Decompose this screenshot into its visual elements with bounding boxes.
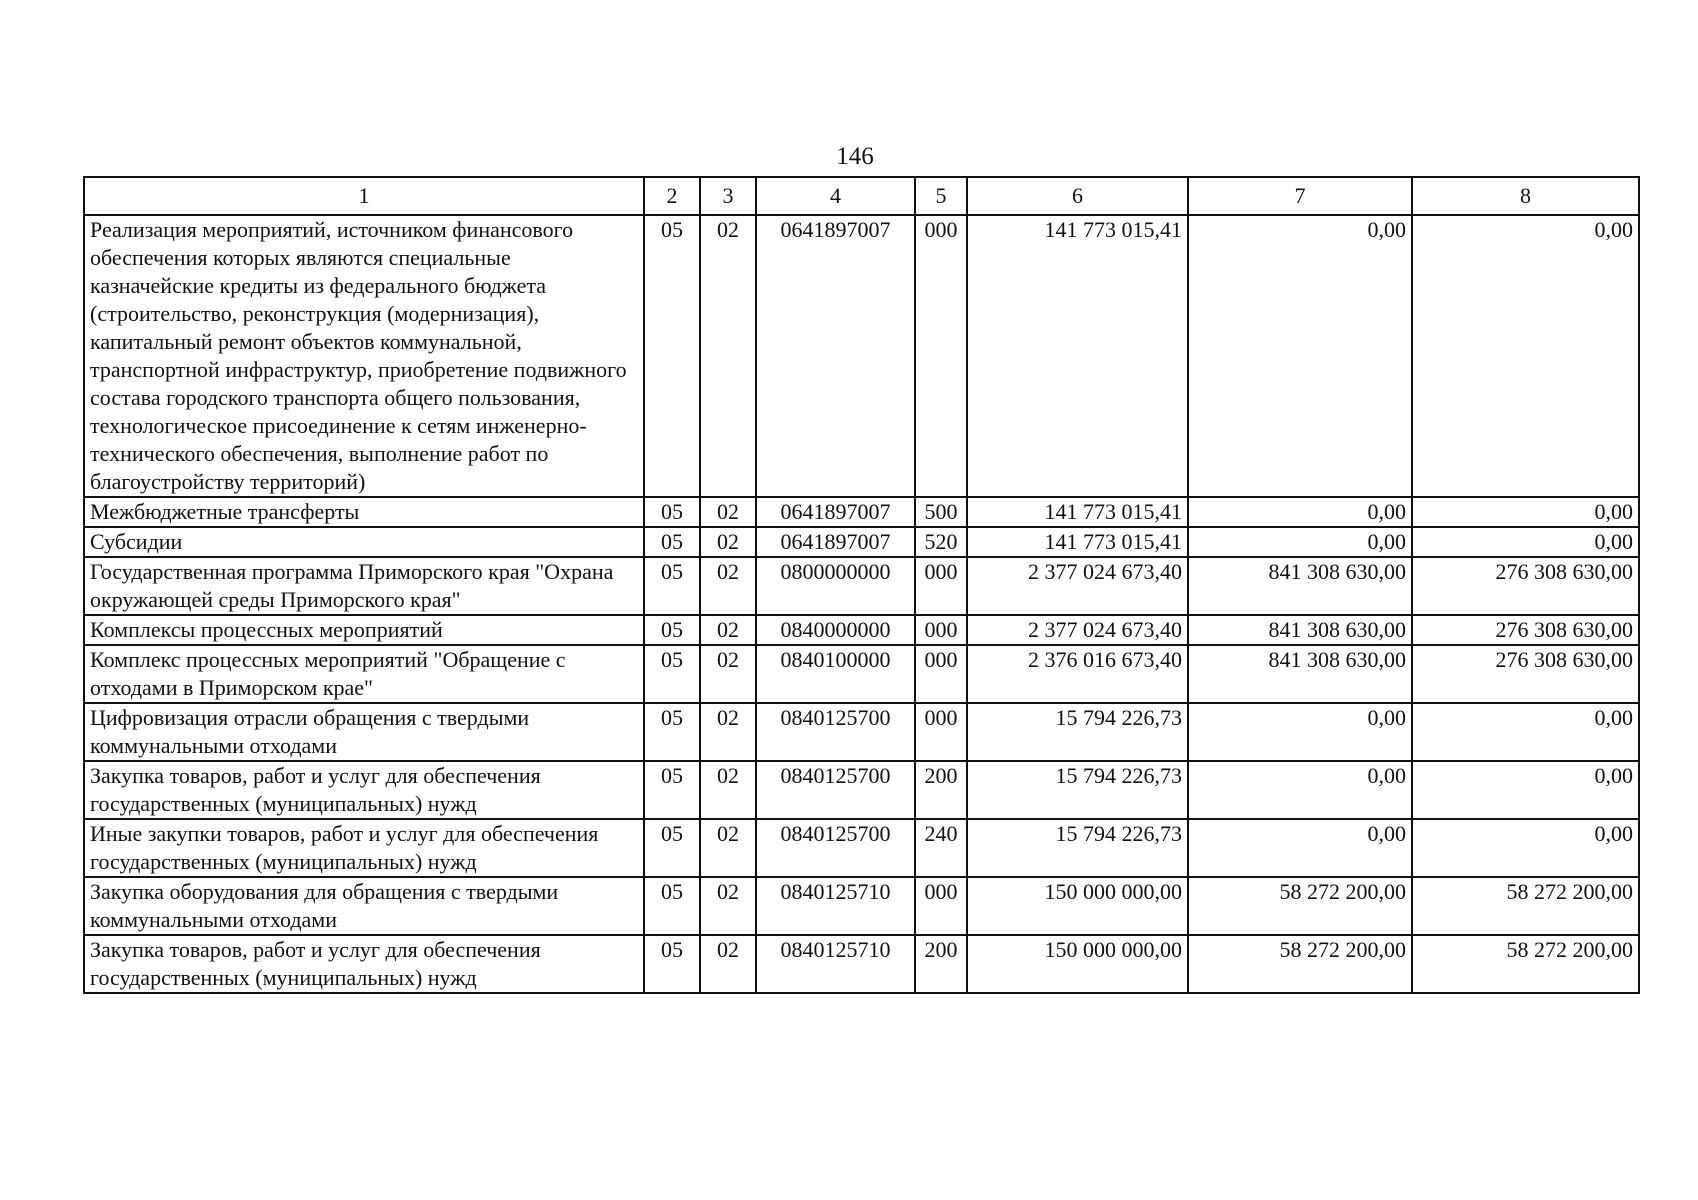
- table-row: [84, 527, 1639, 557]
- subsection-code-cell: 02: [700, 557, 756, 615]
- amount-cell-year2: 841 308 630,00: [1188, 557, 1412, 615]
- target-article-cell: 0800000000: [756, 557, 915, 615]
- table-row: [84, 761, 1639, 819]
- subsection-code-cell: 02: [700, 527, 756, 557]
- section-code-cell: 05: [644, 645, 700, 703]
- subsection-code-cell: 02: [700, 819, 756, 877]
- target-article-cell: 0840000000: [756, 615, 915, 645]
- target-article-cell: 0840125700: [756, 761, 915, 819]
- amount-cell-year3: 276 308 630,00: [1412, 557, 1639, 615]
- amount-cell-year1: 141 773 015,41: [967, 497, 1188, 527]
- amount-cell-year1: 15 794 226,73: [967, 761, 1188, 819]
- amount-cell-year2: 0,00: [1188, 819, 1412, 877]
- section-code-cell: 05: [644, 497, 700, 527]
- expense-type-cell: 000: [915, 215, 967, 497]
- target-article-cell: 0840100000: [756, 645, 915, 703]
- subsection-code-cell: 02: [700, 703, 756, 761]
- row-name-cell: Комплекс процессных мероприятий "Обращение с отходами в Приморском крае": [84, 645, 644, 703]
- row-name-cell: Государственная программа Приморского края "Охрана окружающей среды Приморского края": [84, 557, 644, 615]
- column-header: 7: [1188, 177, 1412, 215]
- target-article-cell: 0840125700: [756, 819, 915, 877]
- row-name-cell: Закупка оборудования для обращения с твердыми коммунальными отходами: [84, 877, 644, 935]
- amount-cell-year3: 276 308 630,00: [1412, 645, 1639, 703]
- section-code-cell: 05: [644, 615, 700, 645]
- table-row: [84, 645, 1639, 703]
- table-row: [84, 497, 1639, 527]
- amount-cell-year1: 15 794 226,73: [967, 703, 1188, 761]
- table-row: [84, 703, 1639, 761]
- subsection-code-cell: 02: [700, 935, 756, 993]
- section-code-cell: 05: [644, 935, 700, 993]
- expense-type-cell: 000: [915, 615, 967, 645]
- amount-cell-year1: 2 377 024 673,40: [967, 615, 1188, 645]
- expense-type-cell: 520: [915, 527, 967, 557]
- column-header: 5: [915, 177, 967, 215]
- amount-cell-year2: 841 308 630,00: [1188, 645, 1412, 703]
- amount-cell-year1: 2 376 016 673,40: [967, 645, 1188, 703]
- section-code-cell: 05: [644, 557, 700, 615]
- amount-cell-year2: 841 308 630,00: [1188, 615, 1412, 645]
- row-name-cell: Субсидии: [84, 527, 644, 557]
- section-code-cell: 05: [644, 703, 700, 761]
- column-header: 4: [756, 177, 915, 215]
- amount-cell-year2: 0,00: [1188, 527, 1412, 557]
- amount-cell-year3: 0,00: [1412, 215, 1639, 497]
- subsection-code-cell: 02: [700, 761, 756, 819]
- expense-type-cell: 000: [915, 645, 967, 703]
- section-code-cell: 05: [644, 215, 700, 497]
- table-row: [84, 615, 1639, 645]
- target-article-cell: 0641897007: [756, 215, 915, 497]
- section-code-cell: 05: [644, 877, 700, 935]
- table-row: [84, 877, 1639, 935]
- amount-cell-year3: 0,00: [1412, 761, 1639, 819]
- expense-type-cell: 200: [915, 935, 967, 993]
- amount-cell-year3: 58 272 200,00: [1412, 877, 1639, 935]
- amount-cell-year3: 0,00: [1412, 497, 1639, 527]
- amount-cell-year2: 0,00: [1188, 761, 1412, 819]
- subsection-code-cell: 02: [700, 645, 756, 703]
- section-code-cell: 05: [644, 761, 700, 819]
- target-article-cell: 0840125710: [756, 877, 915, 935]
- row-name-cell: Закупка товаров, работ и услуг для обеспечения государственных (муниципальных) нужд: [84, 935, 644, 993]
- target-article-cell: 0840125700: [756, 703, 915, 761]
- column-header: 6: [967, 177, 1188, 215]
- subsection-code-cell: 02: [700, 615, 756, 645]
- amount-cell-year2: 58 272 200,00: [1188, 935, 1412, 993]
- expense-type-cell: 240: [915, 819, 967, 877]
- table-row: [84, 557, 1639, 615]
- amount-cell-year2: 0,00: [1188, 497, 1412, 527]
- amount-cell-year3: 276 308 630,00: [1412, 615, 1639, 645]
- row-name-cell: Закупка товаров, работ и услуг для обеспечения государственных (муниципальных) нужд: [84, 761, 644, 819]
- row-name-cell: Комплексы процессных мероприятий: [84, 615, 644, 645]
- column-header: 1: [84, 177, 644, 215]
- subsection-code-cell: 02: [700, 215, 756, 497]
- row-name-cell: Цифровизация отрасли обращения с твердыми коммунальными отходами: [84, 703, 644, 761]
- amount-cell-year2: 0,00: [1188, 703, 1412, 761]
- amount-cell-year1: 150 000 000,00: [967, 935, 1188, 993]
- table-row: [84, 935, 1639, 993]
- expense-type-cell: 500: [915, 497, 967, 527]
- expense-type-cell: 000: [915, 557, 967, 615]
- amount-cell-year3: 58 272 200,00: [1412, 935, 1639, 993]
- expense-type-cell: 200: [915, 761, 967, 819]
- amount-cell-year3: 0,00: [1412, 703, 1639, 761]
- amount-cell-year1: 141 773 015,41: [967, 215, 1188, 497]
- amount-cell-year1: 2 377 024 673,40: [967, 557, 1188, 615]
- target-article-cell: 0641897007: [756, 497, 915, 527]
- amount-cell-year1: 150 000 000,00: [967, 877, 1188, 935]
- page-number: 146: [836, 143, 874, 170]
- row-name-cell: Иные закупки товаров, работ и услуг для обеспечения государственных (муниципальных) нужд: [84, 819, 644, 877]
- target-article-cell: 0641897007: [756, 527, 915, 557]
- amount-cell-year1: 141 773 015,41: [967, 527, 1188, 557]
- expense-type-cell: 000: [915, 877, 967, 935]
- amount-cell-year3: 0,00: [1412, 819, 1639, 877]
- amount-cell-year2: 58 272 200,00: [1188, 877, 1412, 935]
- section-code-cell: 05: [644, 527, 700, 557]
- header-row: [84, 177, 1639, 215]
- row-name-cell: Реализация мероприятий, источником финансового обеспечения которых являются специальные казначейские кредиты из федерального бюджета (строительство, реконструкция (модернизация), капитальный ремонт объектов коммунальной, транспортной инфраструктур, приобретение подвижного состава городского транспорта общего пользования, технологическое присоединение к сетям инженерно-технического обеспечения, выполнение работ по благоустройству территорий): [84, 215, 644, 497]
- amount-cell-year1: 15 794 226,73: [967, 819, 1188, 877]
- table-row: [84, 215, 1639, 497]
- table-row: [84, 819, 1639, 877]
- budget-table: [83, 176, 1640, 994]
- column-header: 3: [700, 177, 756, 215]
- target-article-cell: 0840125710: [756, 935, 915, 993]
- row-name-cell: Межбюджетные трансферты: [84, 497, 644, 527]
- table-body: [84, 215, 1639, 993]
- amount-cell-year2: 0,00: [1188, 215, 1412, 497]
- expense-type-cell: 000: [915, 703, 967, 761]
- amount-cell-year3: 0,00: [1412, 527, 1639, 557]
- column-header: 8: [1412, 177, 1639, 215]
- subsection-code-cell: 02: [700, 497, 756, 527]
- column-header: 2: [644, 177, 700, 215]
- subsection-code-cell: 02: [700, 877, 756, 935]
- section-code-cell: 05: [644, 819, 700, 877]
